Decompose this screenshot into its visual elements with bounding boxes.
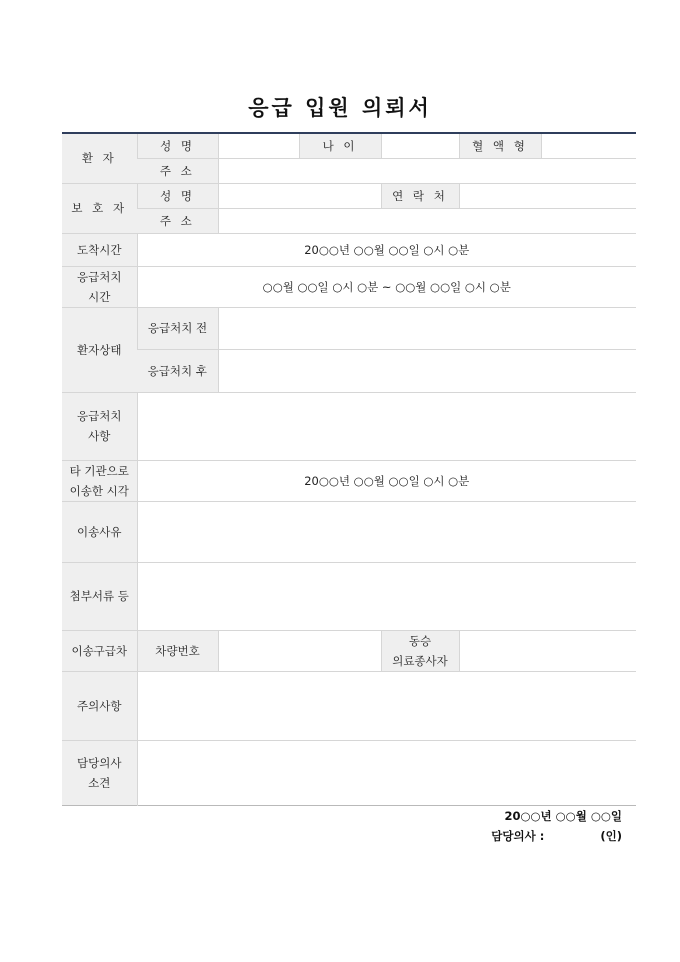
patient-blood-type-label: 혈 액 형	[459, 133, 541, 158]
doctor-opinion-label: 담당의사 소견	[62, 740, 137, 805]
treatment-time-value[interactable]: ○○월 ○○일 ○시 ○분 ~ ○○월 ○○일 ○시 ○분	[137, 266, 636, 307]
treatment-details-label: 응급처치 사항	[62, 392, 137, 460]
patient-condition-label: 환자상태	[62, 307, 137, 392]
transfer-reason-field[interactable]	[137, 501, 636, 562]
patient-address-label: 주 소	[137, 158, 218, 183]
guardian-row-1	[62, 183, 636, 208]
patient-row-1	[62, 133, 636, 158]
attachments-row	[62, 562, 636, 630]
treatment-row	[62, 392, 636, 460]
arrival-time-label: 도착시간	[62, 233, 137, 266]
guardian-address-label: 주 소	[137, 208, 218, 233]
cautions-field[interactable]	[137, 671, 636, 740]
referral-form-table	[62, 132, 636, 806]
treatment-time-label: 응급처치 시간	[62, 266, 137, 307]
guardian-address-field[interactable]	[218, 208, 636, 233]
transfer-time-row	[62, 460, 636, 501]
accompanying-staff-field[interactable]	[459, 630, 636, 671]
patient-address-field[interactable]	[218, 158, 636, 183]
patient-blood-type-field[interactable]	[541, 133, 636, 158]
guardian-name-label: 성 명	[137, 183, 218, 208]
attachments-field[interactable]	[137, 562, 636, 630]
guardian-name-field[interactable]	[218, 183, 381, 208]
transfer-time-value[interactable]: 20○○년 ○○월 ○○일 ○시 ○분	[137, 460, 636, 501]
condition-before-label: 응급처치 전	[137, 307, 218, 349]
cautions-label: 주의사항	[62, 671, 137, 740]
patient-label: 환 자	[62, 133, 137, 183]
transfer-reason-row	[62, 501, 636, 562]
transfer-time-label: 타 기관으로 이송한 시각	[62, 460, 137, 501]
footer-date: 20○○년 ○○월 ○○일	[504, 809, 622, 823]
condition-before-field[interactable]	[218, 307, 636, 349]
doctor-opinion-field[interactable]	[137, 740, 636, 805]
guardian-contact-label: 연 락 처	[381, 183, 459, 208]
guardian-row-2	[62, 208, 636, 233]
document-title: 응급 입원 의뢰서	[248, 96, 432, 120]
condition-row-2	[62, 349, 636, 392]
guardian-contact-field[interactable]	[459, 183, 636, 208]
ambulance-label: 이송구급차	[62, 630, 137, 671]
guardian-label: 보 호 자	[62, 183, 137, 233]
accompanying-staff-label: 동승 의료종사자	[381, 630, 459, 671]
ambulance-row	[62, 630, 636, 671]
treatment-time-row	[62, 266, 636, 307]
vehicle-number-field[interactable]	[218, 630, 381, 671]
patient-age-label: 나 이	[299, 133, 381, 158]
vehicle-number-label: 차량번호	[137, 630, 218, 671]
patient-age-field[interactable]	[381, 133, 459, 158]
condition-after-field[interactable]	[218, 349, 636, 392]
cautions-row	[62, 671, 636, 740]
patient-row-2	[62, 158, 636, 183]
condition-after-label: 응급처치 후	[137, 349, 218, 392]
transfer-reason-label: 이송사유	[62, 501, 137, 562]
arrival-row	[62, 233, 636, 266]
arrival-time-value[interactable]: 20○○년 ○○월 ○○일 ○시 ○분	[137, 233, 636, 266]
treatment-details-field[interactable]	[137, 392, 636, 460]
doctor-opinion-row	[62, 740, 636, 805]
condition-row-1	[62, 307, 636, 349]
footer-doctor-signature: 담당의사 : (인)	[491, 829, 622, 843]
patient-name-label: 성 명	[137, 133, 218, 158]
patient-name-field[interactable]	[218, 133, 299, 158]
attachments-label: 첨부서류 등	[62, 562, 137, 630]
